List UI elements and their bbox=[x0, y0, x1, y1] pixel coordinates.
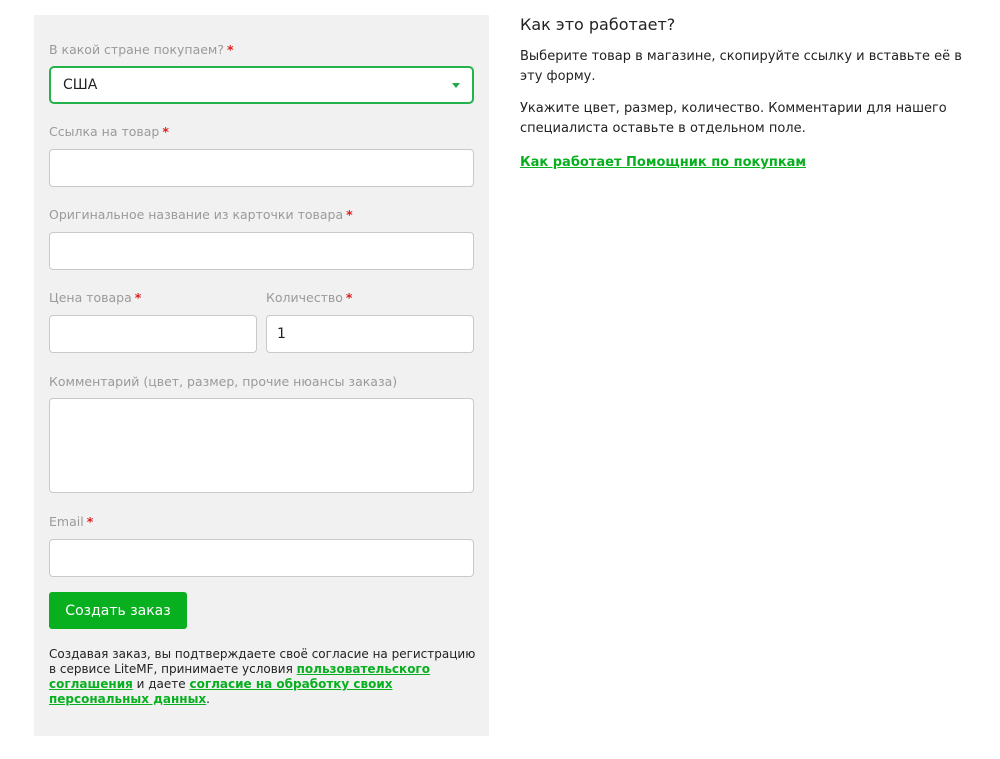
product-link-input[interactable] bbox=[49, 149, 474, 187]
product-name-label-text: Оригинальное название из карточки товара bbox=[49, 207, 344, 222]
consent-text-part: и даете bbox=[132, 677, 190, 691]
country-label-text: В какой стране покупаем? bbox=[49, 42, 224, 57]
email-label bbox=[49, 514, 93, 529]
required-mark: * bbox=[227, 42, 234, 57]
required-mark: * bbox=[162, 124, 169, 139]
quantity-input[interactable] bbox=[266, 315, 474, 353]
comment-label bbox=[49, 374, 397, 389]
product-link-label bbox=[49, 124, 169, 139]
how-it-works-section bbox=[520, 15, 980, 173]
product-name-input[interactable] bbox=[49, 232, 474, 270]
how-it-works-title: Как это работает? bbox=[520, 15, 676, 34]
quantity-label-text: Количество bbox=[266, 290, 343, 305]
consent-text-part: . bbox=[206, 692, 210, 706]
required-mark: * bbox=[134, 290, 142, 305]
country-label bbox=[49, 42, 234, 57]
price-input[interactable] bbox=[49, 315, 257, 353]
product-name-label bbox=[49, 207, 353, 222]
email-label-text: Email bbox=[49, 514, 84, 529]
price-label bbox=[49, 290, 141, 305]
consent-text-part: Создавая заказ, вы подтверждаете своё согласие на регистрацию в сервисе LiteMF, принимаете условия bbox=[49, 647, 476, 676]
comment-textarea[interactable] bbox=[49, 398, 474, 493]
required-mark: * bbox=[346, 207, 353, 222]
required-mark: * bbox=[86, 514, 94, 529]
how-it-works-step-2: Укажите цвет, размер, количество. Комментарии для нашего специалиста оставьте в отдельном поле. bbox=[520, 101, 947, 136]
terms-link[interactable]: пользовательского соглашения bbox=[49, 662, 430, 691]
email-input[interactable] bbox=[49, 539, 474, 577]
country-select[interactable] bbox=[49, 66, 474, 104]
shopping-helper-link[interactable]: Как работает Помощник по покупкам bbox=[520, 155, 807, 170]
chevron-down-icon bbox=[452, 83, 460, 88]
order-form bbox=[34, 15, 489, 736]
quantity-label bbox=[266, 290, 352, 305]
how-it-works-step-1: Выберите товар в магазине, скопируйте ссылку и вставьте её в эту форму. bbox=[520, 49, 962, 84]
country-select-value: США bbox=[63, 77, 98, 93]
comment-label-text: Комментарий (цвет, размер, прочие нюансы заказа) bbox=[49, 374, 398, 389]
price-label-text: Цена товара bbox=[49, 290, 132, 305]
product-link-label-text: Ссылка на товар bbox=[49, 124, 160, 139]
personal-data-link[interactable]: согласие на обработку своих персональных данных bbox=[49, 677, 393, 706]
create-order-button[interactable]: Создать заказ bbox=[49, 592, 187, 629]
required-mark: * bbox=[345, 290, 353, 305]
consent-text bbox=[49, 647, 477, 707]
